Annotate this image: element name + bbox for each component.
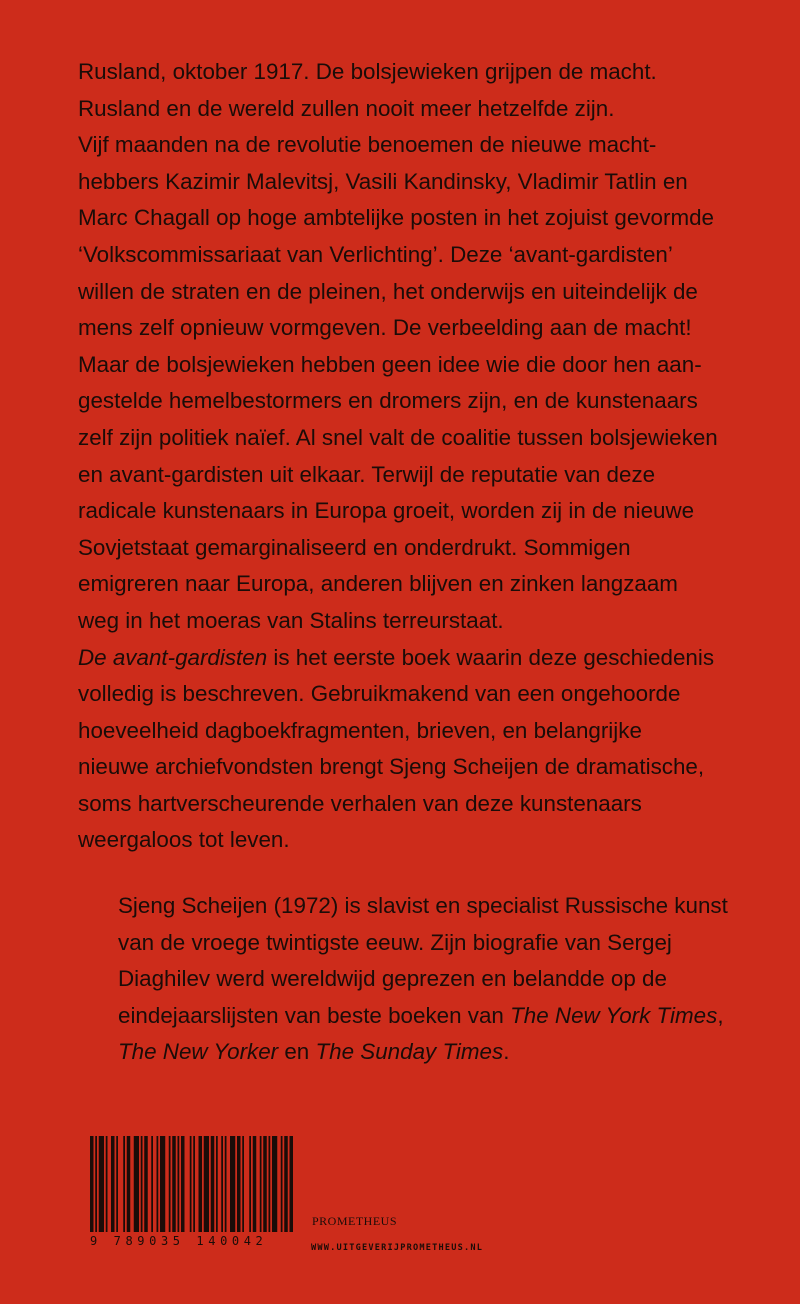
- blurb-line: ‘Volkscommissariaat van Verlichting’. Deze ‘avant-gardisten’: [78, 241, 673, 267]
- blurb-line: zelf zijn politiek naïef. Al snel valt de coalitie tussen bolsjewieken: [78, 424, 718, 450]
- publication-title: The Sunday Times: [315, 1039, 504, 1065]
- blurb-line: gestelde hemelbestormers en dromers zijn, en de kunstenaars: [78, 388, 698, 414]
- publisher-url: WWW.UITGEVERIJPROMETHEUS.NL: [311, 1243, 484, 1253]
- blurb-line: weergaloos tot leven.: [78, 827, 290, 853]
- isbn-barcode: [90, 1136, 294, 1248]
- author-bio-line: van de vroege twintigste eeuw. Zijn biografie van Sergej: [118, 929, 672, 955]
- publisher-logo: PROMETHEUS: [312, 1214, 398, 1228]
- blurb-line: Rusland, oktober 1917. De bolsjewieken grijpen de macht.: [78, 59, 657, 84]
- blurb-line: hebbers Kazimir Malevitsj, Vasili Kandinsky, Vladimir Tatlin en: [78, 168, 688, 194]
- author-bio-line: [118, 1034, 798, 1071]
- author-bio-line: Sjeng Scheijen (1972) is slavist en specialist Russische kunst: [118, 893, 728, 918]
- blurb-line: weg in het moeras van Stalins terreurstaat.: [78, 607, 504, 633]
- blurb-line: willen de straten en de pleinen, het onderwijs en uiteindelijk de: [78, 278, 698, 304]
- author-bio-line: [118, 998, 798, 1035]
- blurb-line: volledig is beschreven. Gebruikmakend van een ongehoorde: [78, 681, 681, 707]
- blurb-line: nieuwe archiefvondsten brengt Sjeng Scheijen de dramatische,: [78, 754, 705, 780]
- blurb-line: Marc Chagall op hoge ambtelijke posten in het zojuist gevormde: [78, 205, 715, 231]
- blurb-line-with-title: [78, 640, 778, 677]
- blurb-line: Sovjetstaat gemarginaliseerd en onderdrukt. Sommigen: [78, 534, 631, 560]
- barcode-bars-icon: [90, 1136, 294, 1232]
- isbn-digits: 9 789035 140042: [90, 1234, 268, 1248]
- back-cover-blurb: [78, 54, 778, 859]
- blurb-line: en avant-gardisten uit elkaar. Terwijl de reputatie van deze: [78, 461, 656, 487]
- author-bio-text: ,: [717, 1002, 724, 1028]
- blurb-line: mens zelf opnieuw vormgeven. De verbeelding aan de macht!: [78, 315, 692, 341]
- blurb-line: Vijf maanden na de revolutie benoemen de nieuwe macht-: [78, 132, 657, 158]
- blurb-line: soms hartverscheurende verhalen van deze kunstenaars: [78, 790, 642, 816]
- author-bio-line: Diaghilev werd wereldwijd geprezen en belandde op de: [118, 966, 667, 992]
- author-bio-text: eindejaarslijsten van beste boeken van: [118, 1002, 511, 1028]
- blurb-line: emigreren naar Europa, anderen blijven en zinken langzaam: [78, 571, 678, 597]
- blurb-line: Rusland en de wereld zullen nooit meer hetzelfde zijn.: [78, 95, 615, 121]
- author-bio-text: .: [503, 1039, 510, 1065]
- publication-title: The New York Times: [510, 1002, 718, 1028]
- author-bio: [118, 888, 798, 1071]
- blurb-line: Maar de bolsjewieken hebben geen idee wie die door hen aan-: [78, 351, 702, 377]
- blurb-line: hoeveelheid dagboekfragmenten, brieven, en belangrijke: [78, 717, 642, 743]
- blurb-line: radicale kunstenaars in Europa groeit, worden zij in de nieuwe: [78, 498, 695, 524]
- author-bio-text: en: [278, 1039, 316, 1065]
- publication-title: The New Yorker: [118, 1039, 279, 1065]
- book-title-italic: De avant-gardisten: [78, 644, 268, 670]
- blurb-line-rest: is het eerste boek waarin deze geschiedenis: [267, 644, 715, 670]
